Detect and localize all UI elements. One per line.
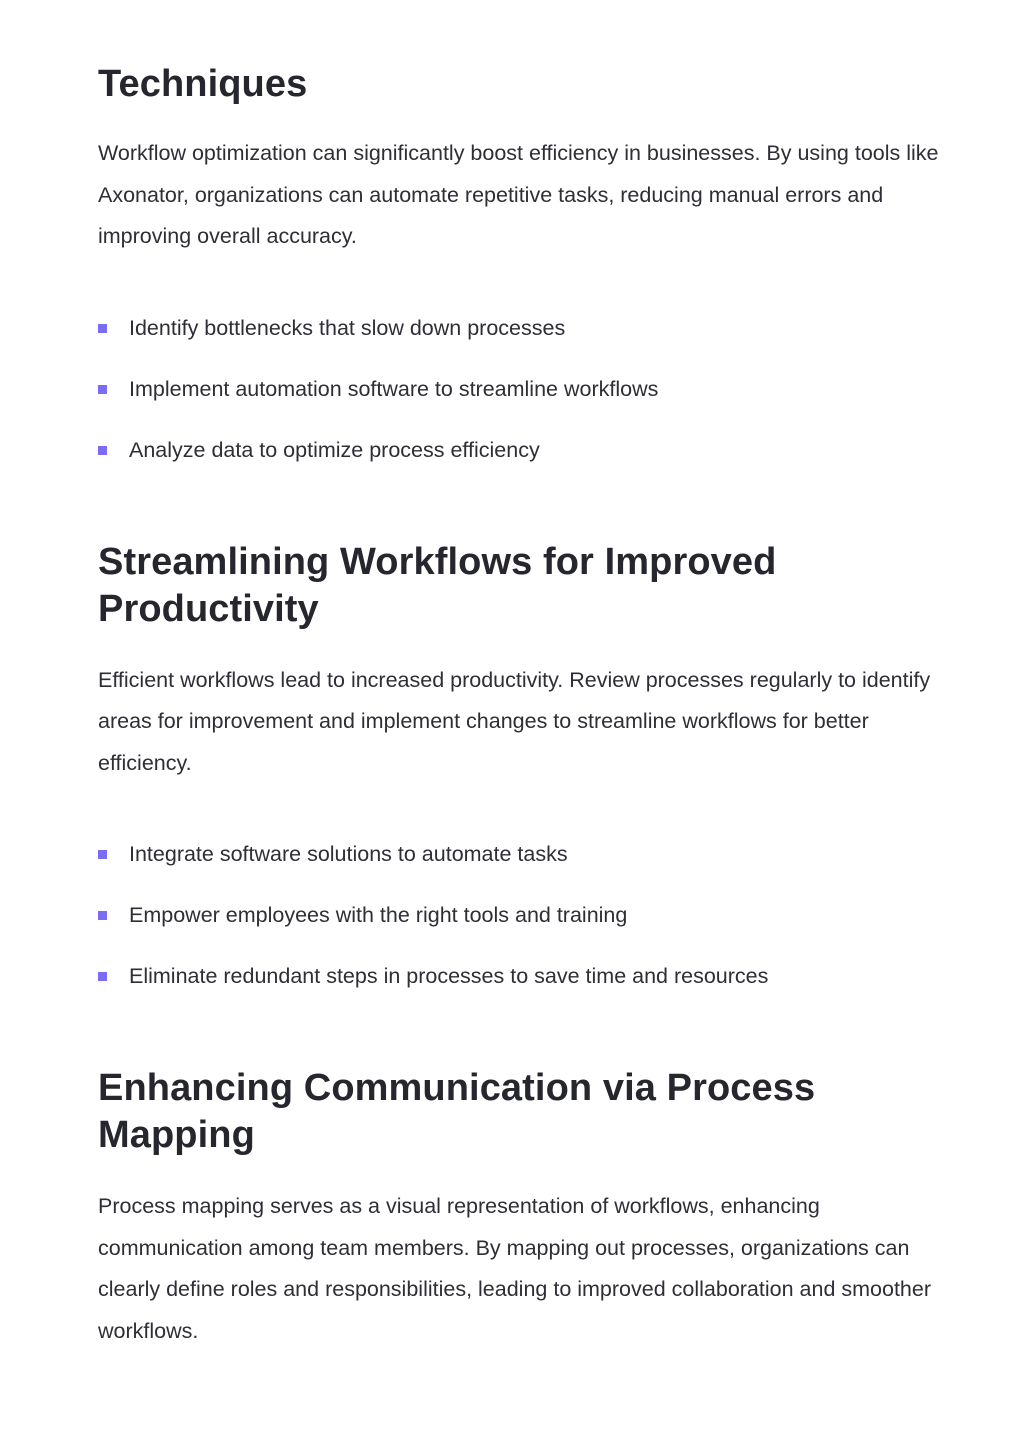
list-item-text: Identify bottlenecks that slow down processes bbox=[129, 315, 566, 340]
square-bullet-icon bbox=[98, 850, 107, 859]
section-process-mapping bbox=[98, 990, 948, 1352]
section-heading: Streamlining Workflows for Improved Productivity bbox=[98, 540, 777, 630]
list-item bbox=[98, 840, 948, 868]
section-paragraph: Process mapping serves as a visual representation of workflows, enhancing communication among team members. By mapping out processes, organizations can clearly define roles and responsibilities, leading to improved collaboration and smoother workflows. bbox=[98, 1194, 931, 1343]
list-item-text: Implement automation software to streamline workflows bbox=[129, 376, 659, 401]
list-item bbox=[98, 962, 948, 990]
section-streamlining-workflows bbox=[98, 464, 948, 991]
bullet-list bbox=[98, 314, 948, 464]
section-heading: Enhancing Communication via Process Mapping bbox=[98, 1067, 816, 1156]
section-heading: Techniques bbox=[98, 63, 308, 105]
list-item-text: Eliminate redundant steps in processes to save time and resources bbox=[129, 964, 769, 988]
bullet-list bbox=[98, 840, 948, 990]
list-item bbox=[98, 436, 948, 464]
square-bullet-icon bbox=[98, 911, 107, 920]
square-bullet-icon bbox=[98, 324, 107, 333]
list-item-text: Empower employees with the right tools and training bbox=[129, 903, 628, 927]
section-techniques bbox=[98, 0, 948, 464]
list-item bbox=[98, 314, 948, 342]
square-bullet-icon bbox=[98, 446, 107, 455]
list-item bbox=[98, 375, 948, 403]
list-item-text: Integrate software solutions to automate tasks bbox=[129, 842, 568, 866]
section-paragraph: Efficient workflows lead to increased productivity. Review processes regularly to identify areas for improvement and implement changes to streamline workflows for better efficiency. bbox=[98, 667, 931, 775]
square-bullet-icon bbox=[98, 972, 107, 981]
square-bullet-icon bbox=[98, 385, 107, 394]
section-paragraph: Workflow optimization can significantly boost efficiency in businesses. By using tools like Axonator, organizations can automate repetitive tasks, reducing manual errors and improving overall accuracy. bbox=[98, 141, 939, 248]
list-item-text: Analyze data to optimize process efficiency bbox=[129, 437, 540, 462]
list-item bbox=[98, 901, 948, 929]
